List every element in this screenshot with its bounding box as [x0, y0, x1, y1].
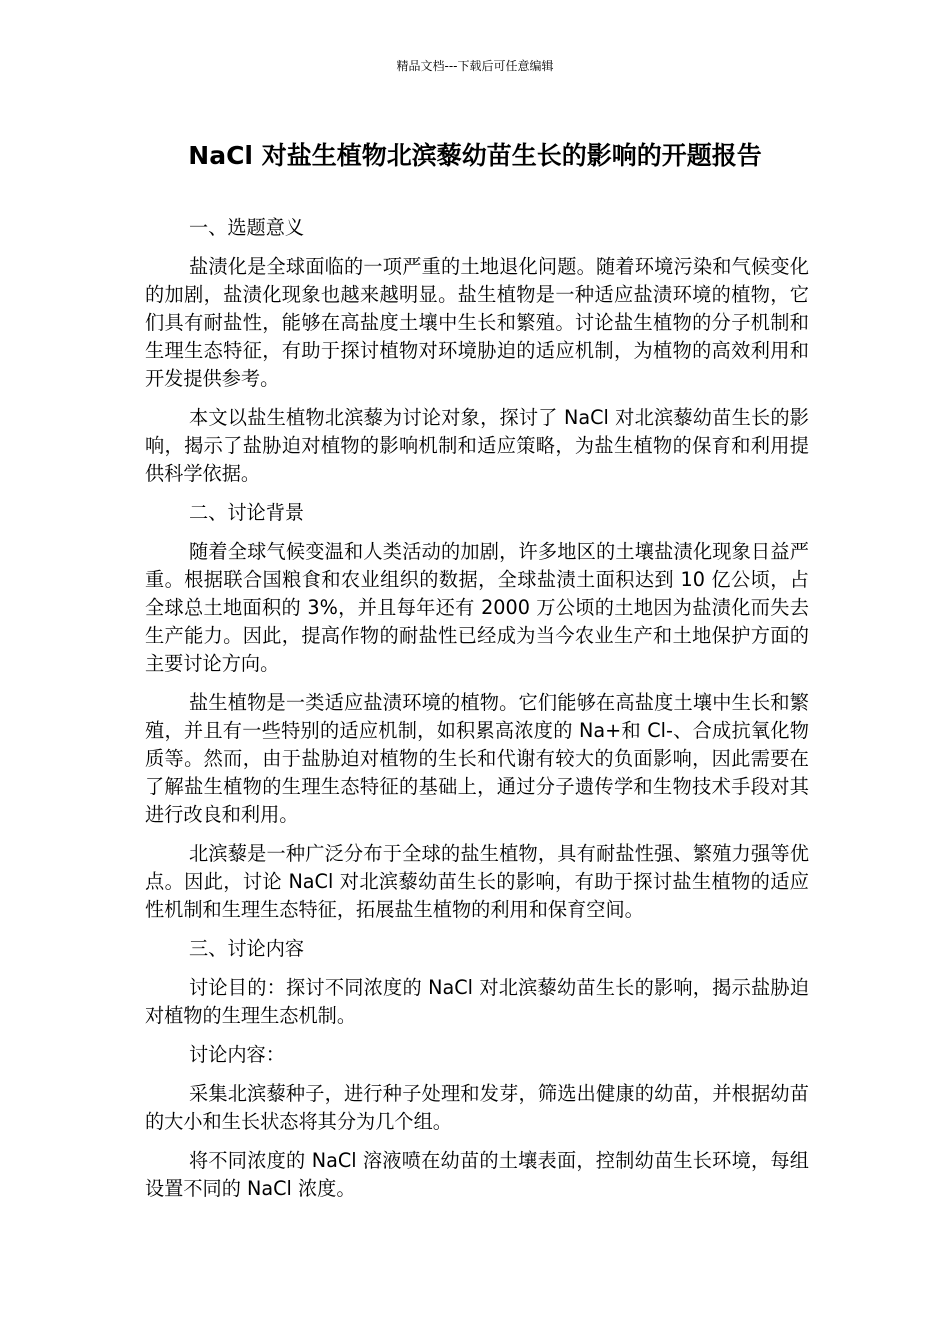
paragraph: 本文以盐生植物北滨藜为讨论对象，探讨了 NaCl 对北滨藜幼苗生长的影响，揭示了盐胁迫对植物的影响机制和适应策略，为盐生植物的保育和利用提供科学依据。 — [145, 406, 809, 485]
paragraph: 盐生植物是一类适应盐渍环境的植物。它们能够在高盐度土壤中生长和繁殖，并且有一些特别的适应机制，如积累高浓度的 Na+和 Cl-、合成抗氧化物质等。然而，由于盐胁迫对植物的生长和代谢有较大的负面影响，因此需要在了解盐生植物的生理生态特征的基础上，通过分子遗传学和生物技术手段对其进行改良和利用。 — [145, 691, 809, 826]
document-body — [145, 214, 809, 1214]
paragraph: 将不同浓度的 NaCl 溶液喷在幼苗的土壤表面，控制幼苗生长环境，每组设置不同的 NaCl 浓度。 — [145, 1149, 809, 1200]
section-heading-content: 三、讨论内容 — [189, 937, 305, 960]
document-title: NaCl 对盐生植物北滨藜幼苗生长的影响的开题报告 — [188, 141, 762, 170]
section-heading-significance: 一、选题意义 — [189, 216, 305, 239]
page-header: 精品文档---下载后可任意编辑 — [396, 59, 554, 73]
paragraph: 讨论内容： — [189, 1043, 285, 1066]
paragraph: 北滨藜是一种广泛分布于全球的盐生植物，具有耐盐性强、繁殖力强等优点。因此，讨论 NaCl 对北滨藜幼苗生长的影响，有助于探讨盐生植物的适应性机制和生理生态特征，拓展盐生植物的利用和保育空间。 — [145, 842, 809, 921]
section-heading-background: 二、讨论背景 — [189, 501, 305, 524]
paragraph: 采集北滨藜种子，进行种子处理和发芽，筛选出健康的幼苗，并根据幼苗的大小和生长状态将其分为几个组。 — [145, 1082, 809, 1133]
paragraph: 随着全球气候变温和人类活动的加剧，许多地区的土壤盐渍化现象日益严重。根据联合国粮食和农业组织的数据，全球盐渍土面积达到 10 亿公顷，占全球总土地面积的 3%，并且每年还有 2000 万公顷的土地因为盐渍化而失去生产能力。因此，提高作物的耐盐性已经成为当今农业生产和土地保护方面的主要讨论方向。 — [145, 540, 809, 675]
paragraph: 讨论目的：探讨不同浓度的 NaCl 对北滨藜幼苗生长的影响，揭示盐胁迫对植物的生理生态机制。 — [145, 976, 809, 1027]
paragraph: 盐渍化是全球面临的一项严重的土地退化问题。随着环境污染和气候变化的加剧，盐渍化现象也越来越明显。盐生植物是一种适应盐渍环境的植物，它们具有耐盐性，能够在高盐度土壤中生长和繁殖。讨论盐生植物的分子机制和生理生态特征，有助于探讨植物对环境胁迫的适应机制，为植物的高效利用和开发提供参考。 — [145, 255, 809, 390]
